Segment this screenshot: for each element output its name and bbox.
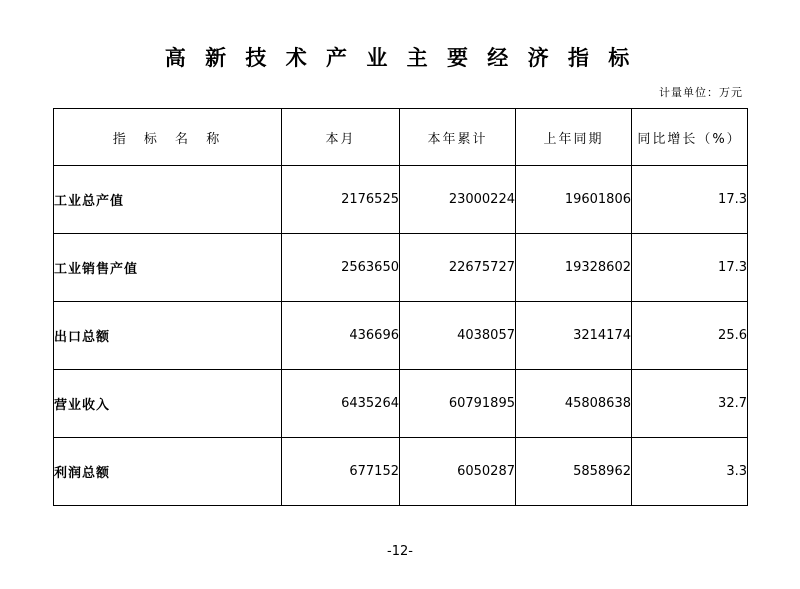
table-body — [54, 166, 748, 506]
cell-same-period-last-year: 3214174 — [516, 302, 632, 370]
column-header-growth-rate: 同比增长（%） — [632, 109, 748, 166]
cell-growth-rate: 32.7 — [632, 370, 748, 438]
document-page — [0, 42, 800, 589]
row-label: 工业销售产值 — [54, 234, 282, 302]
table-header — [54, 109, 748, 166]
table-header-row — [54, 109, 748, 166]
cell-year-to-date: 4038057 — [400, 302, 516, 370]
column-header-same-period-last-year: 上年同期 — [516, 109, 632, 166]
cell-current-month: 436696 — [282, 302, 400, 370]
cell-current-month: 677152 — [282, 438, 400, 506]
cell-growth-rate: 25.6 — [632, 302, 748, 370]
cell-same-period-last-year: 19601806 — [516, 166, 632, 234]
row-label: 利润总额 — [54, 438, 282, 506]
cell-growth-rate: 17.3 — [632, 166, 748, 234]
measurement-unit-note: 计量单位：万元 — [659, 86, 743, 99]
page-title: 高 新 技 术 产 业 主 要 经 济 指 标 — [164, 46, 636, 70]
cell-year-to-date: 60791895 — [400, 370, 516, 438]
table-row — [54, 234, 748, 302]
cell-current-month: 2176525 — [282, 166, 400, 234]
column-header-current-month: 本月 — [282, 109, 400, 166]
table-row — [54, 438, 748, 506]
column-header-year-to-date: 本年累计 — [400, 109, 516, 166]
column-header-indicator-name: 指 标 名 称 — [54, 109, 282, 166]
statistics-table — [53, 108, 748, 506]
table-row — [54, 302, 748, 370]
statistics-table-container — [53, 108, 747, 506]
cell-same-period-last-year: 45808638 — [516, 370, 632, 438]
cell-same-period-last-year: 5858962 — [516, 438, 632, 506]
cell-current-month: 6435264 — [282, 370, 400, 438]
table-row — [54, 370, 748, 438]
row-label: 营业收入 — [54, 370, 282, 438]
cell-year-to-date: 6050287 — [400, 438, 516, 506]
cell-year-to-date: 23000224 — [400, 166, 516, 234]
cell-same-period-last-year: 19328602 — [516, 234, 632, 302]
page-number: -12- — [387, 544, 413, 559]
row-label: 出口总额 — [54, 302, 282, 370]
cell-year-to-date: 22675727 — [400, 234, 516, 302]
table-row — [54, 166, 748, 234]
row-label: 工业总产值 — [54, 166, 282, 234]
cell-growth-rate: 3.3 — [632, 438, 748, 506]
cell-growth-rate: 17.3 — [632, 234, 748, 302]
cell-current-month: 2563650 — [282, 234, 400, 302]
